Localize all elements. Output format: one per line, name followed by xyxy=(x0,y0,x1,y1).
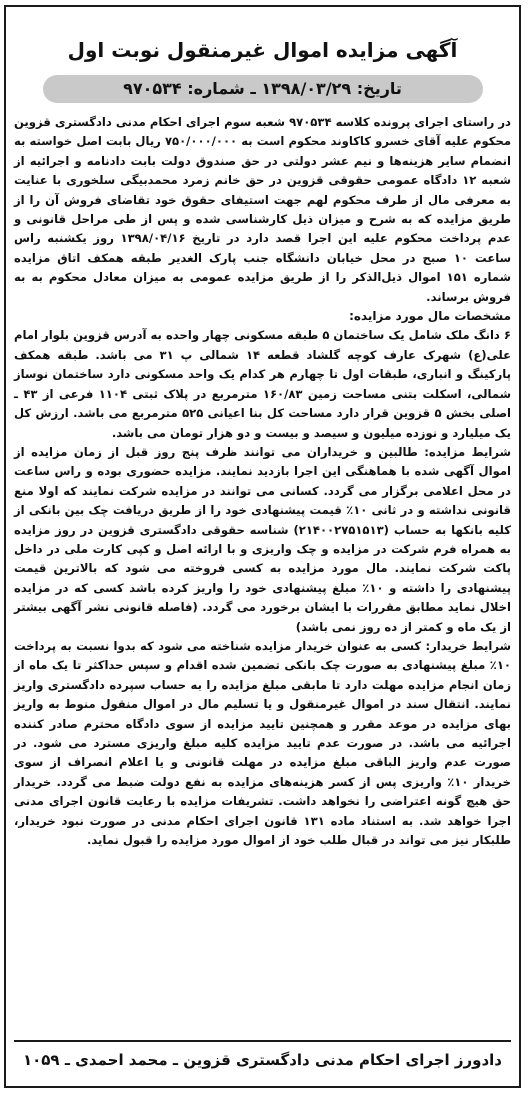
notice-content xyxy=(14,15,511,1078)
notice-frame xyxy=(4,5,521,1088)
notice-title: آگهی مزایده اموال غیرمنقول نوبت اول xyxy=(67,38,458,62)
notice-body xyxy=(14,113,511,850)
buyer-conditions-paragraph: شرایط خریدار: کسی به عنوان خریدار مزایده شناخته می شود که بدوا نسبت به پرداخت ۱۰٪ مبلغ پیشنهادی به صورت چک بانکی تضمین شده اقدام و سپس حداکثر تا یک ماه از زمان انجام مزایده مهلت دارد تا مابقی مبلغ مزایده را به حساب سپرده دادگستری واریز نمایند. انتقال سند در اموال غیرمنقول و یا تسلیم مال در اموال منقول منوط به واریز بهای مزایده در موعد مقرر و همچنین تایید مزایده از سوی دادگاه محترم صادر کننده اجرائیه می باشد. در صورت عدم تایید مزایده کلیه مبلغ واریزی مسترد می شود. در صورت عدم واریز الباقی مبلغ مزایده در مهلت قانونی و یا اعلام انصراف از سوی خریدار ۱۰٪ واریزی پس از کسر هزینه‌های مزایده به نفع دولت ضبط می گردد. خریدار حق هیچ گونه اعتراضی را نخواهد داشت. تشریفات مزایده با رعایت قانون اجرای مدنی اجرا خواهد شد. به استناد ماده ۱۳۱ قانون اجرای احکام مدنی در صورت نبود خریدار، طلبکار نیز می تواند در قبال طلب خود از اموال مورد مزایده را قبول نماید. xyxy=(14,638,511,848)
date-number-band: تاریخ: ۱۳۹۸/۰۳/۲۹ ـ شماره: ۹۷۰۵۳۴ xyxy=(43,75,483,103)
notice-signature: دادورز اجرای احکام مدنی دادگستری قزوین ـ محمد احمدی ـ ۱۰۵۹ xyxy=(14,1040,511,1070)
intro-paragraph: در راستای اجرای پرونده کلاسه ۹۷۰۵۳۴ شعبه سوم اجرای احکام مدنی دادگستری قزوین محکوم علیه آقای خسرو کاکاوند محکوم است به ۷۵۰/۰۰۰/۰۰۰ ریال بابت اصل خواسته به انضمام سایر هزینه‌ها و نیم عشر دولتی در حق صندوق دولت بابت دادنامه و اجرائیه از شعبه ۱۲ دادگاه عمومی حقوقی قزوین در حق خانم زمرد محمدبیگی سلخوری با عنایت به معرفی مال از طرف محکوم لهم جهت استیفای حقوق خود تقاضای فروش آن را از طریق مزایده که به شرح و میزان ذیل کارشناسی شده و پس از طی مراحل قانونی و عدم پرداخت محکوم علیه این اجرا قصد دارد در تاریخ ۱۳۹۸/۰۴/۱۶ روز یکشنبه راس ساعت ۱۰ صبح در محل خیابان دانشگاه جنب پارک الغدیر طبقه همکف اتاق مزایده شماره ۱۵۱ اموال ذیل‌الذکر را از طریق مزایده عمومی به میزان معادل محکوم به به فروش برساند. xyxy=(14,115,512,304)
property-specs-heading: مشخصات مال مورد مزایده: xyxy=(349,309,511,324)
auction-conditions-paragraph: شرایط مزایده: طالبین و خریداران می توانند ظرف پنج روز قبل از زمان مزایده از اموال آگهی شده با هماهنگی این اجرا بازدید نمایند. مزایده حضوری بوده و راس ساعت در محل اعلامی برگزار می گردد. کسانی می توانند در مزایده شرکت نمایند که اولا منع قانونی نداشته و در ثانی ۱۰٪ قیمت پیشنهادی خود را از طریق دریافت چک بین بانکی از کلیه بانکها به حساب (۲۱۴۰۰۲۷۵۱۵۱۳) شناسه حقوقی دادگستری قزوین در روز مزایده به همراه فرم شرکت در مزایده و چک واریزی و با ارائه اصل و کپی کارت ملی در داخل پاکت شرکت نمایند. مال مورد مزایده به کسی فروخته می شود که بالاترین قیمت پیشنهادی را داشته و ۱۰٪ مبلغ پیشنهادی خود را واریز کرده باشد کسی که در مزایده اخلال نماید مطابق مقررات با ایشان برخورد می گردد. (فاصله قانونی نشر آگهی بیشتر از یک ماه و کمتر از ده روز نمی باشد) xyxy=(14,444,512,634)
property-specs-paragraph: ۶ دانگ ملک شامل یک ساختمان ۵ طبقه مسکونی چهار واحده به آدرس قزوین بلوار امام علی(ع) شهرک عارف کوچه گلشاد قطعه ۱۴ شمالی پ ۳۱ می باشد. طبقه همکف پارکینگ و انباری، طبقات اول تا چهارم هر کدام یک واحد مسکونی دارد ساختمان نوساز شمالی، اسکلت بتنی مساحت زمین ۱۶۰/۸۳ مترمربع در پلاک ثبتی ۱۱۰۴ فرعی از ۴۳ ـ اصلی بخش ۵ قزوین قرار دارد مساحت کل بنا اعیانی ۵۲۵ مترمربع می باشد. ارزش کل یک میلیارد و نوزده میلیون و سیصد و بیست و دو هزار تومان می باشد. xyxy=(13,328,512,440)
